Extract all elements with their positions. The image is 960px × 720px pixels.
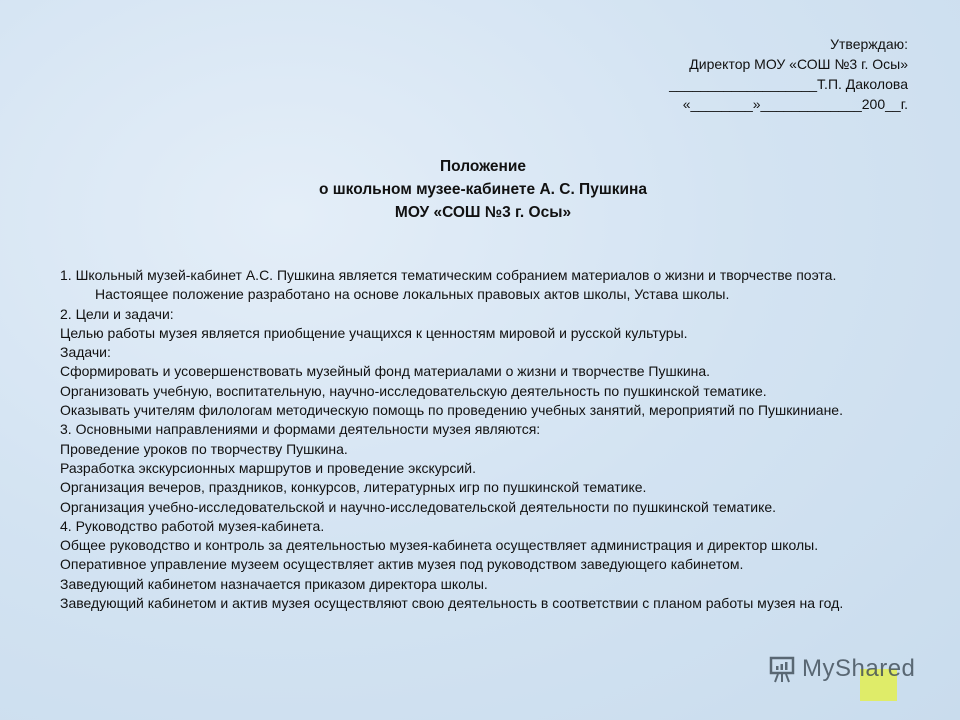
paragraph: Общее руководство и контроль за деятельностью музея-кабинета осуществляет администрация и директор школы. — [60, 537, 819, 554]
paragraph: Организация вечеров, праздников, конкурсов, литературных игр по пушкинской тематике. — [60, 479, 647, 496]
paragraph: Разработка экскурсионных маршрутов и проведение экскурсий. — [60, 459, 476, 476]
paragraph: Задачи: — [60, 344, 111, 361]
paragraph: Оказывать учителям филологам методическую помощь по проведению учебных занятий, мероприятий по Пушкиниане. — [60, 402, 843, 419]
paragraph: Проведение уроков по творчеству Пушкина. — [60, 440, 348, 457]
title-line: о школьном музее-кабинете А. С. Пушкина — [318, 181, 648, 198]
document-body — [60, 266, 905, 613]
paragraph: Оперативное управление музеем осуществляет актив музея под руководством заведующего кабинетом. — [60, 556, 744, 573]
paragraph: 4. Руководство работой музея-кабинета. — [60, 517, 325, 534]
paragraph: Сформировать и усовершенствовать музейный фонд материалами о жизни и творчестве Пушкина. — [60, 363, 711, 380]
paragraph: 2. Цели и задачи: — [60, 305, 174, 322]
approval-line: Утверждаю: — [830, 36, 908, 52]
presentation-board-icon — [768, 654, 796, 684]
paragraph: Заведующий кабинетом и актив музея осуществляют свою деятельность в соответствии с планом работы музея на год. — [60, 595, 844, 612]
approval-block — [669, 34, 908, 114]
paragraph: 3. Основными направлениями и формами деятельности музея являются: — [60, 421, 541, 438]
title-line: МОУ «СОШ №3 г. Осы» — [394, 204, 572, 221]
paragraph: 1. Школьный музей-кабинет А.С. Пушкина является тематическим собранием материалов о жизни и творчестве поэта. Настоящее положение разработано на основе локальных правовых актов школы, Устава школы. — [60, 267, 837, 303]
myshared-watermark — [768, 654, 915, 684]
paragraph: Организовать учебную, воспитательную, научно-исследовательскую деятельность по пушкинской тематике. — [60, 382, 767, 399]
approval-line: ___________________Т.П. Даколова — [669, 76, 908, 92]
paragraph: Целью работы музея является приобщение учащихся к ценностям мировой и русской культуры. — [60, 324, 688, 341]
document-title — [0, 155, 960, 224]
paragraph: Заведующий кабинетом назначается приказом директора школы. — [60, 575, 488, 592]
title-line: Положение — [439, 158, 527, 175]
approval-line: «________»_____________200__г. — [682, 96, 908, 112]
watermark-text: MyShared — [802, 655, 916, 682]
paragraph: Организация учебно-исследовательской и научно-исследовательской деятельности по пушкинской тематике. — [60, 498, 777, 515]
approval-line: Директор МОУ «СОШ №3 г. Осы» — [689, 56, 908, 72]
